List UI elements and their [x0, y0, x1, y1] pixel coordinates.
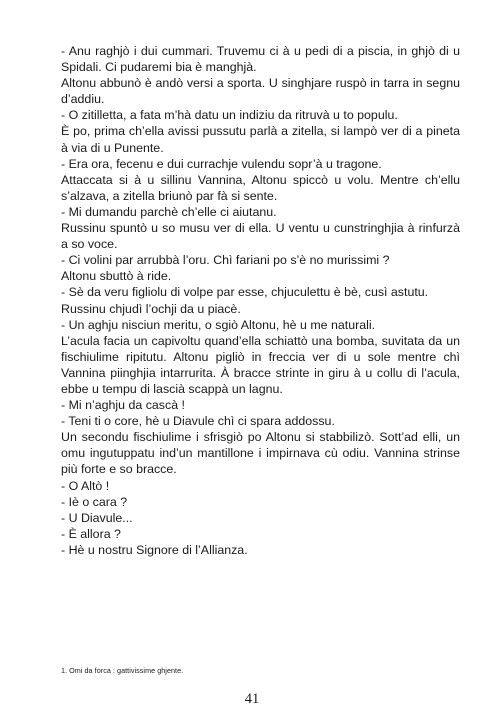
paragraph: - È allora ? [61, 526, 121, 541]
paragraph: È po, prima ch’ella avissi pussutu parlà a zitella, si lampò ver di a pineta à via di u Punente. [61, 124, 460, 155]
paragraph: - Teni ti o core, hè u Diavule chì ci spara addossu. [61, 414, 335, 429]
paragraph: - Iè o cara ? [61, 494, 128, 509]
paragraph: - Mi dumandu parchè ch’elle ci aiutanu. [61, 204, 277, 219]
paragraph: - Hè u nostru Signore di l’Allianza. [61, 542, 248, 557]
footnote: 1. Omi da forca : gattivissime ghjente. [61, 666, 184, 675]
paragraph: Russinu chjudì l’ochji da u piacè. [61, 301, 241, 316]
paragraph: - O zitilletta, a fata m’hà datu un indiziu da ritruvà u to populu. [61, 108, 398, 123]
paragraph: Altonu sbuttò à ride. [61, 269, 172, 284]
paragraph: Russinu spuntò u so musu ver di ella. U ventu u cunstringhjia à rinfurzà a so voce. [61, 221, 460, 252]
paragraph: - Anu raghjò i dui cummari. Truvemu ci à u pedi di a piscia, in ghjò di u Spidali. Ci pudaremi bia è manghjà. [61, 44, 460, 75]
paragraph: Attaccata si à u sillinu Vannina, Altonu spiccò u volu. Mentre ch’ellu s’alzava, a zitella briunò par fà si sente. [61, 172, 460, 203]
paragraph: - Un aghju nisciun meritu, o sgiò Altonu, hè u me naturali. [61, 317, 376, 332]
paragraph: Un secondu fischiulime i sfrisgiò po Altonu si stabbilizò. Sott’ad elli, un omu ingutuppatu ind’un mantillone i impirnava cù odiu. Vannina strinse più forte e so bracce. [61, 430, 460, 477]
paragraph: - O Altò ! [61, 478, 110, 493]
paragraph: - Ci volini par arrubbà l’oru. Chì fariani po s’è no murissimi ? [61, 253, 390, 268]
paragraph: - Sè da veru figliolu di volpe par esse, chjuculettu è bè, cusì astutu. [61, 285, 429, 300]
page-number: 41 [244, 691, 260, 707]
paragraph: - U Diavule... [61, 510, 133, 525]
body-text [61, 43, 460, 558]
paragraph: Altonu abbunò è andò versi a sporta. U singhjare ruspò in tarra in segnu d’addiu. [61, 76, 460, 107]
paragraph: - Era ora, fecenu e dui currachje vulendu sopr’à u tragone. [61, 156, 382, 171]
paragraph: - Mi n’aghju da cascà ! [61, 398, 185, 413]
paragraph: L’acula facia un capivoltu quand’ella schiattò una bomba, suvitata da un fischiulime ripitutu. Altonu pigliò in freccia ver di u sole mentre chì Vannina piinghjia intarrurita. À bracce strinte in giru à u collu di l’acula, ebbe u tempu di lascià scappà un lagnu. [61, 333, 460, 396]
